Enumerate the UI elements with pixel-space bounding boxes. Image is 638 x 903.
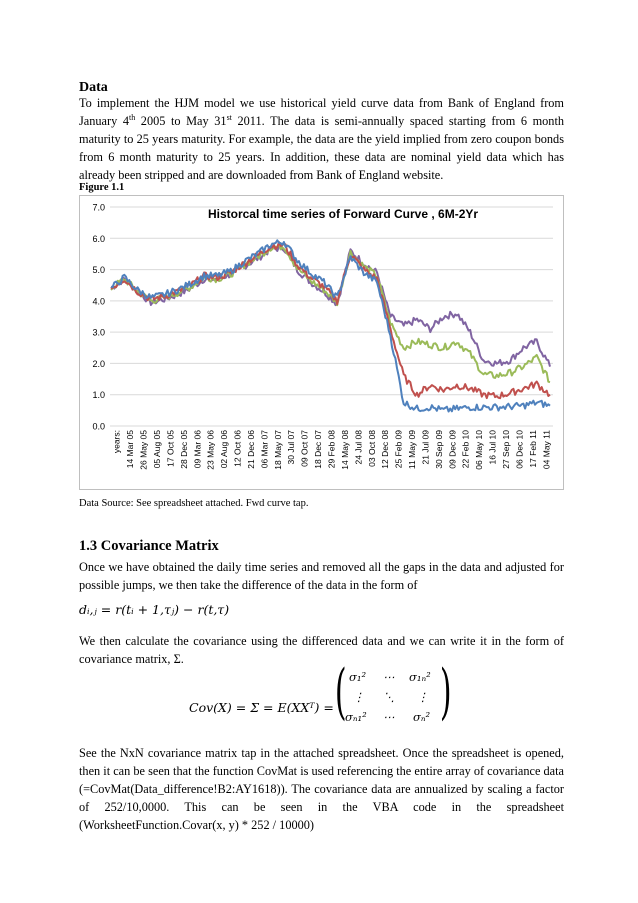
y-tick-label: 1.0: [92, 390, 105, 401]
figure-label: Figure 1.1: [79, 182, 125, 193]
matrix-right-paren: ): [439, 657, 452, 727]
matrix-cell: ⋮: [417, 690, 429, 704]
x-tick-label: 09 Mar 06: [192, 430, 203, 469]
x-tick-label: years:: [111, 430, 122, 454]
paragraph-difference: Once we have obtained the daily time series and removed all the gaps in the data and adjusted for possible jumps, we then take the difference of the data in the form of: [79, 560, 564, 592]
x-tick-label: 16 Jul 10: [487, 430, 498, 465]
matrix-cell: ⋯: [383, 670, 395, 684]
x-tick-label: 27 Sep 10: [501, 430, 512, 469]
x-tick-label: 30 Sep 09: [433, 430, 444, 469]
x-tick-label: 05 Aug 05: [151, 430, 162, 469]
data-source-note: Data Source: See spreadsheet attached. Fwd curve tap.: [79, 498, 309, 509]
paragraph-intro: To implement the HJM model we use historical yield curve data from Bank of England from January 4th 2005 to May 31st 2011. The data is semi-annually spaced starting from 6 month maturity to 25 years maturity. For example, the data are the yield implied from zero coupon bonds from 6 month maturity to 25 years. In addition, these data are nominal yield data which has already been stripped and are downloaded from Bank of England website.: [79, 96, 565, 182]
x-tick-label: 29 Feb 08: [326, 430, 337, 469]
section-heading-covariance: 1.3 Covariance Matrix: [79, 538, 219, 554]
matrix-cell: ⋱: [383, 690, 395, 704]
matrix-cell: σ₁²: [349, 670, 367, 684]
x-tick-label: 18 Dec 07: [313, 430, 324, 469]
matrix-left-paren: (: [334, 657, 347, 727]
x-tick-label: 23 May 06: [205, 430, 216, 470]
matrix-cell: ⋯: [383, 710, 395, 724]
y-tick-label: 4.0: [92, 296, 105, 307]
x-tick-label: 06 Mar 07: [259, 430, 270, 469]
covariance-matrix: [334, 657, 452, 728]
x-tick-label: 24 Jul 08: [353, 430, 364, 465]
x-tick-label: 18 May 07: [272, 430, 283, 470]
x-tick-label: 22 Feb 10: [460, 430, 471, 469]
y-tick-label: 5.0: [92, 265, 105, 276]
x-tick-label: 21 Jul 09: [420, 430, 431, 465]
equation-covariance: Cov(X) = Σ = E(XXᵀ) =: [189, 700, 334, 715]
matrix-cell: σ₁ₙ²: [409, 670, 431, 684]
x-tick-label: 06 May 10: [474, 430, 485, 470]
x-tick-label: 04 May 11: [541, 430, 552, 470]
matrix-cell: σₙ₁²: [345, 710, 367, 724]
y-tick-label: 3.0: [92, 327, 105, 338]
x-tick-label: 30 Jul 07: [286, 430, 297, 465]
x-tick-label: 28 Dec 05: [178, 430, 189, 469]
matrix-cell: ⋮: [353, 690, 365, 704]
chart-svg: [79, 195, 564, 490]
chart-title: Historcal time series of Forward Curve , 6M-2Yr: [207, 207, 479, 221]
x-tick-label: 11 May 09: [407, 430, 418, 470]
x-tick-label: 12 Dec 08: [380, 430, 391, 469]
x-tick-label: 09 Oct 07: [299, 430, 310, 467]
x-tick-label: 02 Aug 06: [219, 430, 230, 469]
x-tick-label: 17 Feb 11: [527, 430, 538, 468]
section-heading-data: Data: [79, 80, 108, 95]
x-tick-label: 03 Oct 08: [366, 430, 377, 467]
x-tick-label: 25 Feb 09: [393, 430, 404, 469]
x-tick-label: 14 Mar 05: [125, 430, 136, 469]
y-tick-label: 2.0: [92, 358, 105, 369]
y-tick-label: 6.0: [92, 233, 105, 244]
x-tick-label: 26 May 05: [138, 430, 149, 470]
x-tick-label: 06 Dec 10: [514, 430, 525, 469]
y-tick-label: 7.0: [92, 202, 105, 213]
x-tick-label: 14 May 08: [339, 430, 350, 470]
x-tick-label: 17 Oct 05: [165, 430, 176, 467]
y-tick-label: 0.0: [92, 421, 105, 432]
equation-difference: dᵢ,ⱼ = r(tᵢ + 1,τⱼ) − r(t,τ): [79, 602, 230, 617]
paragraph-covariance: We then calculate the covariance using the differenced data and we can write it in the form of covariance matrix, Σ.: [79, 634, 564, 666]
x-tick-label: 09 Dec 09: [447, 430, 458, 469]
x-tick-label: 21 Dec 06: [245, 430, 256, 469]
paragraph-spreadsheet: See the NxN covariance matrix tap in the attached spreadsheet. Once the spreadsheet is opened, then it can be seen that the function CovMat is used referencing the entire array of covariance data (=CovMat(Data_difference!B2:AY1618)). The covariance data are annualized by scaling a factor of 252/10,0000. This can be seen in the VBA code in the spreadsheet (WorksheetFunction.Covar(x, y) * 252 / 10000): [79, 746, 564, 832]
forward-curve-chart: [79, 195, 564, 490]
matrix-cell: σₙ²: [413, 710, 431, 724]
x-tick-label: 12 Oct 06: [232, 430, 243, 467]
